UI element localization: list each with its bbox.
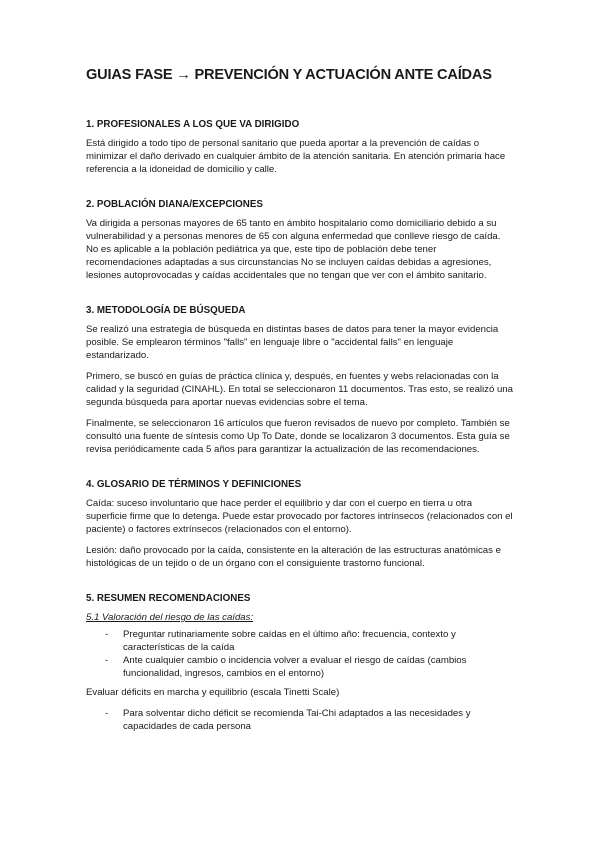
section-paragraph: Está dirigido a todo tipo de personal sanitario que pueda aportar a la prevención de caídas o minimizar el daño derivado en cualquier ámbito de la atención sanitaria. En atención primaria hace referencia a la idoneidad de domicilio y calle. xyxy=(86,138,506,175)
section-metodologia xyxy=(86,304,514,456)
list-item: - Ante cualquier cambio o incidencia volver a evaluar el riesgo de caídas (cambios funcionalidad, ingresos, cambios en el entorno) xyxy=(86,654,514,680)
section-heading: 2. POBLACIÓN DIANA/EXCEPCIONES xyxy=(86,199,263,210)
section-paragraph: Primero, se buscó en guías de práctica clínica y, después, en fuentes y webs relacionadas con la calidad y la seguridad (CINAHL). En total se seleccionaron 11 documentos. Tras esto, se realizó una segunda búsqueda para aportar nuevas evidencias sobre el tema. xyxy=(86,371,513,408)
section-paragraph: Va dirigida a personas mayores de 65 tanto en ámbito hospitalario como domiciliario debido a su vulnerabilidad y a personas menores de 65 con alguna enfermedad que conlleve riesgo de caída. No es aplicable a la población pediátrica ya que, este tipo de población debe tener recomendaciones adaptadas a sus circunstancias No se incluyen caídas debidas a agresiones, lesiones autoprovocadas y caídas accidentales que no tengan que ver con el ámbito sanitario. xyxy=(86,218,501,281)
section-heading: 3. METODOLOGÍA DE BÚSQUEDA xyxy=(86,305,246,316)
section-heading: 5. RESUMEN RECOMENDACIONES xyxy=(86,593,251,604)
section-resumen-recomendaciones xyxy=(86,592,514,733)
section-poblacion-diana xyxy=(86,198,514,282)
section-paragraph: Finalmente, se seleccionaron 16 artículos que fueron revisados de nuevo por completo. También se consultó una fuente de síntesis como Up To Date, donde se localizaron 3 documentos. Esta guía se revisa periódicamente cada 5 años para garantizar la actualización de las recomendaciones. xyxy=(86,418,510,455)
section-paragraph: Se realizó una estrategia de búsqueda en distintas bases de datos para tener la mayor evidencia posible. Se emplearon términos "falls" en lenguaje libre o "accidental falls" en lenguaje estandarizado. xyxy=(86,324,499,361)
subsection-heading: 5.1 Valoración del riesgo de las caídas: xyxy=(86,612,254,623)
section-glosario xyxy=(86,478,514,570)
bullet-list xyxy=(86,707,514,733)
definition-caida: Caída: suceso involuntario que hace perder el equilibrio y dar con el cuerpo en tierra u otra superficie firme que lo detenga. Puede estar provocado por factores intrínsecos (relacionados con el paciente) o factores extrínsecos (relacionados con el entorno). xyxy=(86,498,513,535)
section-paragraph: Evaluar déficits en marcha y equilibrio (escala Tinetti Scale) xyxy=(86,687,340,698)
definition-lesion: Lesión: daño provocado por la caída, consistente en la alteración de las estructuras anatómicas e histológicas de un tejido o de un órgano con el consiguiente trastorno funcional. xyxy=(86,545,501,569)
section-heading: 4. GLOSARIO DE TÉRMINOS Y DEFINICIONES xyxy=(86,479,302,490)
document-title: GUIAS FASE → PREVENCIÓN Y ACTUACIÓN ANTE CAÍDAS xyxy=(86,67,492,83)
section-heading: 1. PROFESIONALES A LOS QUE VA DIRIGIDO xyxy=(86,119,300,130)
bullet-list xyxy=(86,628,514,680)
section-profesionales xyxy=(86,118,514,176)
list-item: - Preguntar rutinariamente sobre caídas en el último año: frecuencia, contexto y características de la caída xyxy=(86,628,514,654)
list-item: - Para solventar dicho déficit se recomienda Tai-Chi adaptados a las necesidades y capacidades de cada persona xyxy=(86,707,514,733)
